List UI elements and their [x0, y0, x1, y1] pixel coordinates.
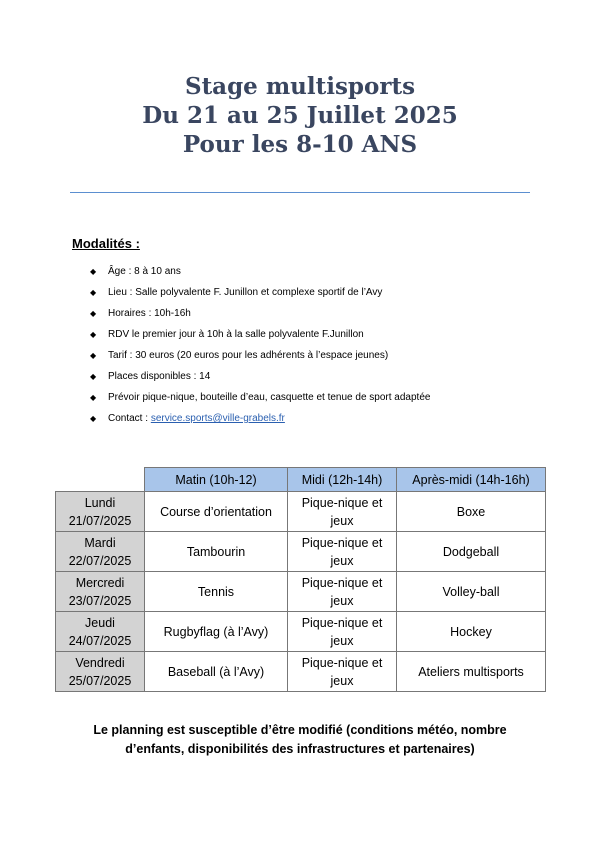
notice-line-2: d’enfants, disponibilités des infrastructures et partenaires): [125, 742, 475, 756]
list-item: ◆ Horaires : 10h-16h: [90, 303, 430, 324]
midi-cell: Pique-nique et jeux: [288, 492, 397, 532]
day-cell: Vendredi 25/07/2025: [56, 652, 145, 692]
bullet-icon: ◆: [90, 414, 97, 423]
day-cell: Lundi 21/07/2025: [56, 492, 145, 532]
list-item: ◆ Tarif : 30 euros (20 euros pour les adhérents à l’espace jeunes): [90, 345, 430, 366]
bullet-icon: ◆: [90, 393, 97, 402]
contact-email-link[interactable]: service.sports@ville-grabels.fr: [150, 413, 285, 424]
title-divider: [70, 192, 530, 193]
table-header-row: [56, 468, 546, 492]
apres-midi-cell: Volley-ball: [397, 572, 546, 612]
apres-midi-cell: Boxe: [397, 492, 546, 532]
contact-label: Contact :: [108, 413, 151, 424]
list-item: ◆ Prévoir pique-nique, bouteille d’eau, casquette et tenue de sport adaptée: [90, 387, 430, 408]
list-item: ◆ Places disponibles : 14: [90, 366, 430, 387]
title-line-2: Du 21 au 25 Juillet 2025: [142, 102, 458, 129]
contact-item: [90, 408, 430, 429]
page-title: [0, 72, 600, 159]
list-item: ◆ RDV le premier jour à 10h à la salle polyvalente F.Junillon: [90, 324, 430, 345]
day-cell: Jeudi 24/07/2025: [56, 612, 145, 652]
bullet-icon: ◆: [90, 267, 97, 276]
bullet-icon: ◆: [90, 330, 97, 339]
bullet-icon: ◆: [90, 372, 97, 381]
list-item: ◆ Lieu : Salle polyvalente F. Junillon et complexe sportif de l’Avy: [90, 282, 430, 303]
matin-cell: Rugbyflag (à l’Avy): [145, 612, 288, 652]
modalites-list: [90, 261, 430, 429]
title-line-3: Pour les 8-10 ANS: [182, 131, 418, 158]
bullet-icon: ◆: [90, 351, 97, 360]
header-apres-midi: Après-midi (14h-16h): [397, 468, 546, 492]
modalites-heading: Modalités :: [72, 236, 140, 251]
midi-cell: Pique-nique et jeux: [288, 532, 397, 572]
table-row: [56, 532, 546, 572]
apres-midi-cell: Ateliers multisports: [397, 652, 546, 692]
midi-cell: Pique-nique et jeux: [288, 612, 397, 652]
bullet-icon: ◆: [90, 288, 97, 297]
table-row: [56, 572, 546, 612]
list-item: ◆ Âge : 8 à 10 ans: [90, 261, 430, 282]
day-cell: Mardi 22/07/2025: [56, 532, 145, 572]
notice-line-1: Le planning est susceptible d’être modifié (conditions météo, nombre: [93, 723, 507, 737]
matin-cell: Course d’orientation: [145, 492, 288, 532]
table-corner: [56, 468, 145, 492]
schedule-table: [55, 467, 546, 692]
matin-cell: Baseball (à l’Avy): [145, 652, 288, 692]
header-matin: Matin (10h-12): [145, 468, 288, 492]
apres-midi-cell: Dodgeball: [397, 532, 546, 572]
table-row: [56, 652, 546, 692]
midi-cell: Pique-nique et jeux: [288, 572, 397, 612]
bullet-icon: ◆: [90, 309, 97, 318]
table-row: [56, 492, 546, 532]
midi-cell: Pique-nique et jeux: [288, 652, 397, 692]
table-row: [56, 612, 546, 652]
planning-notice: [60, 721, 540, 759]
day-cell: Mercredi 23/07/2025: [56, 572, 145, 612]
apres-midi-cell: Hockey: [397, 612, 546, 652]
header-midi: Midi (12h-14h): [288, 468, 397, 492]
matin-cell: Tambourin: [145, 532, 288, 572]
matin-cell: Tennis: [145, 572, 288, 612]
title-line-1: Stage multisports: [184, 73, 416, 100]
